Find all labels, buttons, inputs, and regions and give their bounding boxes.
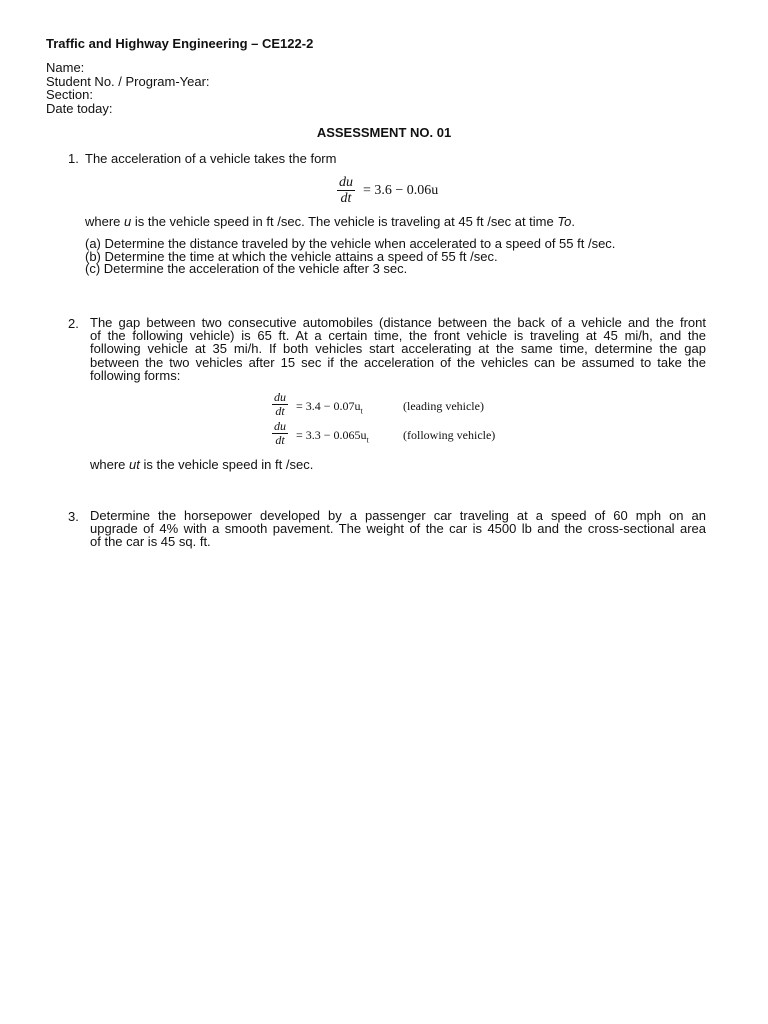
name-field-label: Name:: [46, 60, 85, 75]
q3-text: [90, 509, 706, 549]
q1-eq-numerator: du: [339, 175, 353, 190]
q2-line: The gap between two consecutive automobiles (distance between the back of a vehicle and the front: [90, 315, 706, 330]
q2-line: following forms:: [90, 367, 181, 383]
q2-eq2-numerator: du: [274, 419, 286, 433]
q2-eq2-fraction: [272, 420, 288, 447]
student-info-fields: [46, 61, 210, 115]
q2-eq1-numerator: du: [274, 390, 286, 404]
q1-var-to: To: [557, 214, 572, 229]
q1-equation-rhs: = 3.6 − 0.06u: [363, 183, 439, 198]
q1-where-line: where u is the vehicle speed in ft /sec. The vehicle is traveling at 45 ft /sec at time To.: [85, 214, 575, 229]
assessment-title: ASSESSMENT NO. 01: [316, 125, 452, 140]
q1-parts: [85, 238, 615, 276]
q1-eq-denominator: dt: [340, 191, 352, 206]
q1-intro: The acceleration of a vehicle takes the form: [85, 151, 337, 166]
q2-where-line: where ut is the vehicle speed in ft /sec.: [90, 457, 314, 472]
date-field-label: Date today:: [46, 100, 113, 116]
q3-line: Determine the horsepower developed by a passenger car traveling at a speed of 60 mph on an: [90, 508, 706, 523]
student-no-field-label: Student No. / Program-Year:: [46, 73, 210, 89]
q1-var-u: u: [124, 214, 132, 229]
q1-equation-fraction: [337, 175, 355, 206]
q2-eq2-rhs: = $3.3 - 0.065u_t$: [296, 428, 369, 445]
q3-number: 3.: [68, 509, 79, 524]
q1-part-a: (a) Determine the distance traveled by the vehicle when accelerated to a speed of 55 ft /sec.: [85, 236, 616, 251]
q3-line: upgrade of 4% with a smooth pavement. The weight of the car is 4500 lb and the cross-sectional area: [90, 521, 706, 537]
q2-line: following vehicle at 35 mi/h. If both vehicles start accelerating at the same time, determine the gap: [90, 341, 706, 357]
q2-eq1-rhs: = $3.4 - 0.07u_t$: [296, 399, 363, 416]
q1-number: 1.: [68, 151, 79, 166]
q2-number: 2.: [68, 316, 79, 331]
q2-eq1-denominator: dt: [275, 404, 285, 418]
q2-eq2-label: (following vehicle): [403, 428, 496, 442]
q2-line: of the following vehicle) is 65 ft. At a certain time, the front vehicle is traveling at 45 mi/h, and the: [90, 328, 706, 344]
q2-text: [90, 316, 706, 382]
course-title: Traffic and Highway Engineering – CE122-2: [46, 36, 314, 51]
q1-part-c: (c) Determine the acceleration of the vehicle after 3 sec.: [85, 261, 408, 276]
section-field-label: Section:: [46, 87, 93, 102]
q3-line: of the car is 45 sq. ft.: [90, 534, 211, 550]
q2-eq1-label: (leading vehicle): [403, 399, 484, 413]
q2-line: between the two vehicles after 15 sec if the acceleration of the vehicles can be assumed to take the: [90, 354, 706, 370]
q2-var-ut: ut: [129, 457, 140, 472]
q1-part-b: (b) Determine the time at which the vehicle attains a speed of 55 ft /sec.: [85, 248, 498, 264]
q2-eq2-denominator: dt: [275, 433, 285, 447]
q2-eq1-fraction: [272, 391, 288, 418]
